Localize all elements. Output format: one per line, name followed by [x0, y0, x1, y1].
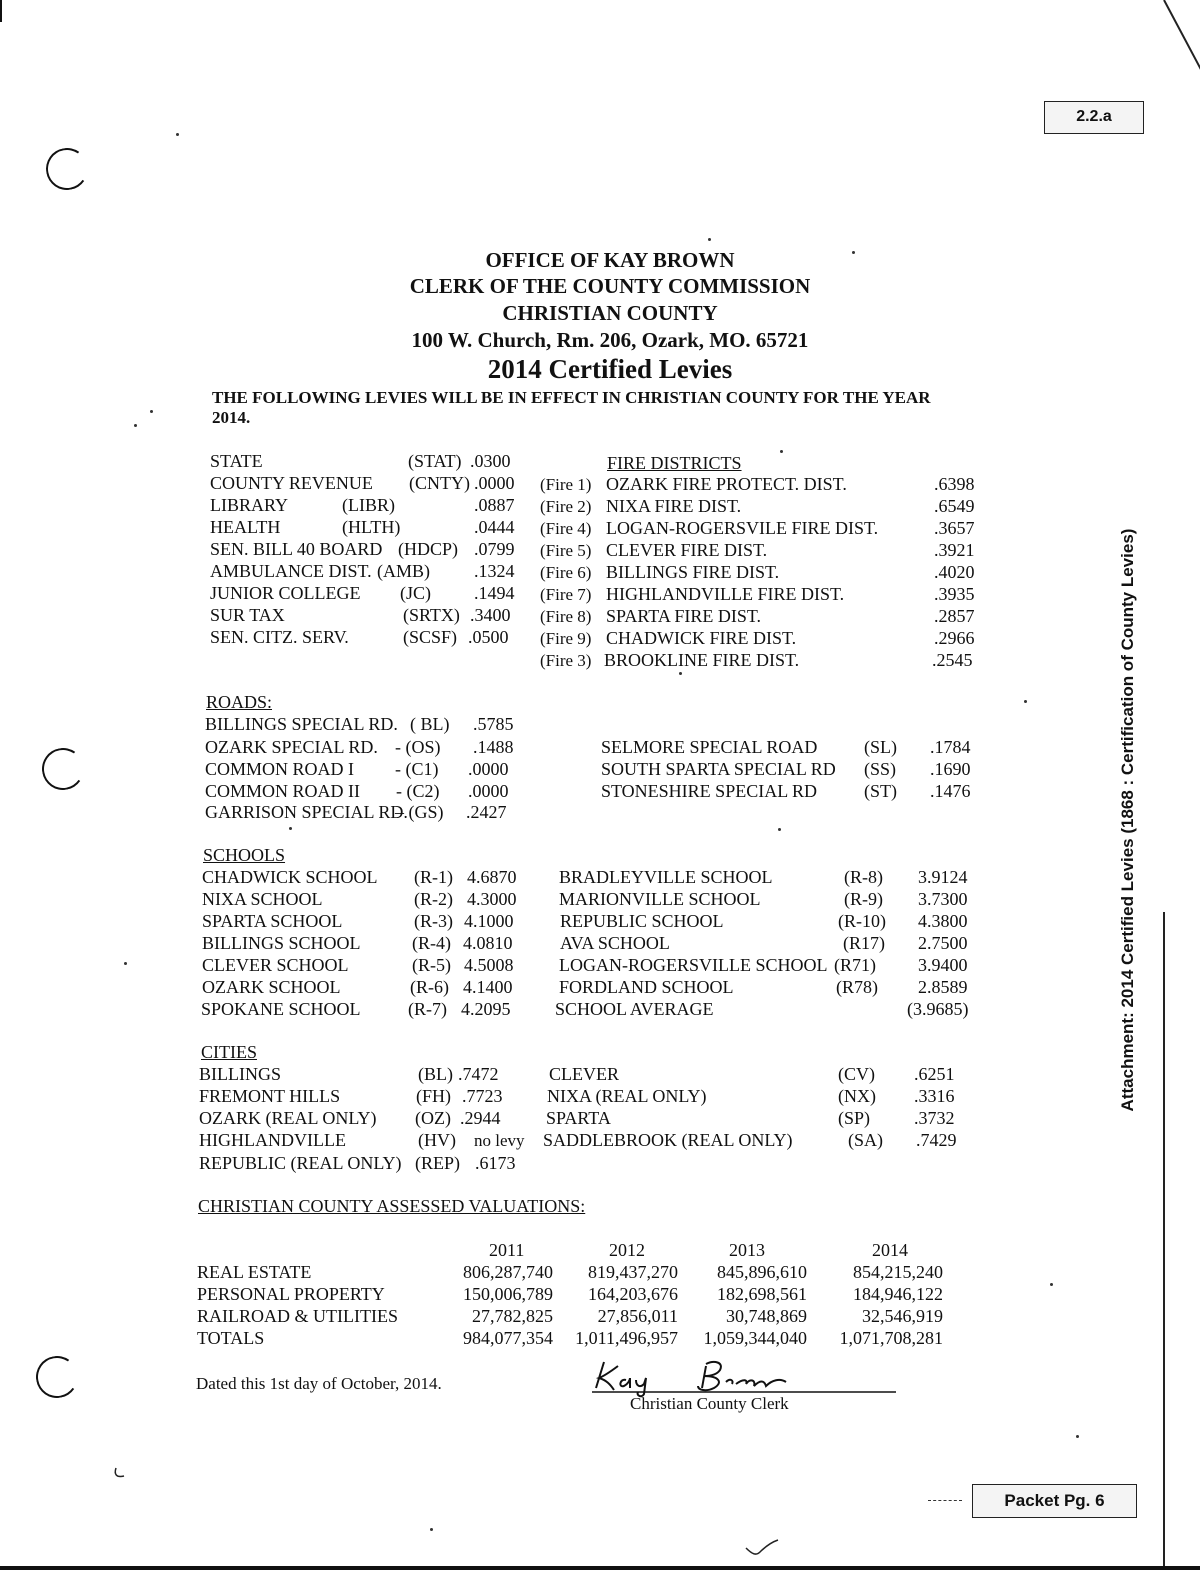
road-name: COMMON ROAD II	[205, 781, 361, 801]
school-name: BRADLEYVILLE SCHOOL	[559, 867, 773, 887]
scan-mark	[112, 1466, 128, 1482]
scan-edge-line	[1163, 0, 1200, 80]
fire-name: BILLINGS FIRE DIST.	[606, 562, 780, 582]
valuation-label: RAILROAD & UTILITIES	[197, 1306, 398, 1326]
page-title: 2014 Certified Levies	[487, 354, 733, 384]
levy-name: HEALTH	[210, 517, 281, 537]
school-rate: 4.3000	[467, 889, 517, 909]
fire-name: CHADWICK FIRE DIST.	[606, 628, 797, 648]
levy-code: (CNTY)	[409, 473, 470, 493]
road-code: ( BL)	[410, 714, 450, 734]
city-rate: .7429	[916, 1130, 957, 1150]
binder-hole-top	[43, 145, 92, 194]
road-name: SOUTH SPARTA SPECIAL RD	[601, 759, 836, 779]
school-name: REPUBLIC SCHOOL	[560, 911, 724, 931]
year-header: 2013	[729, 1240, 765, 1260]
levy-code: (SRTX)	[403, 605, 460, 625]
levy-name: JUNIOR COLLEGE	[210, 583, 361, 603]
city-rate: .3732	[914, 1108, 955, 1128]
road-code: - (C1)	[395, 759, 439, 779]
intro-year: 2014.	[212, 408, 251, 427]
scan-edge-line	[0, 0, 2, 22]
city-rate: .6251	[914, 1064, 955, 1084]
city-rate: .3316	[914, 1086, 955, 1106]
city-rate: .6173	[475, 1153, 516, 1173]
school-code: (R-3)	[414, 911, 453, 931]
scan-speck	[780, 450, 783, 453]
fire-code: (Fire 8)	[540, 607, 592, 626]
city-rate: .7723	[462, 1086, 503, 1106]
fire-rate: .3657	[934, 518, 975, 538]
levy-rate: .0887	[474, 495, 515, 515]
levy-rate: .0799	[474, 539, 515, 559]
levy-code: (AMB)	[377, 561, 430, 581]
school-code: (R-6)	[410, 977, 449, 997]
valuation-total: 1,011,496,957	[575, 1328, 678, 1348]
office-name: OFFICE OF KAY BROWN	[485, 248, 735, 272]
school-code: (R17)	[843, 933, 885, 953]
city-name: BILLINGS	[199, 1064, 281, 1084]
scan-speck	[1076, 1435, 1079, 1438]
road-name: COMMON ROAD I	[205, 759, 355, 779]
school-name: FORDLAND SCHOOL	[559, 977, 734, 997]
school-code: (R-1)	[414, 867, 453, 887]
city-code: (FH)	[416, 1086, 451, 1106]
school-code: (R-9)	[844, 889, 883, 909]
city-name: CLEVER	[549, 1064, 619, 1084]
levy-rate: .0300	[470, 451, 511, 471]
valuation-label: PERSONAL PROPERTY	[197, 1284, 385, 1304]
fire-rate: .2966	[934, 628, 975, 648]
school-code: (R78)	[836, 977, 878, 997]
cities-heading: CITIES	[201, 1042, 257, 1062]
attachment-side-label: Attachment: 2014 Certified Levies (1868 : Certification of County Levies)	[1118, 528, 1137, 1112]
valuation-value: 164,203,676	[588, 1284, 678, 1304]
fire-rate: .3935	[934, 584, 975, 604]
school-name: OZARK SCHOOL	[202, 977, 341, 997]
fire-code: (Fire 4)	[540, 519, 592, 538]
road-code: (ST)	[864, 781, 897, 801]
city-name: SADDLEBROOK (REAL ONLY)	[543, 1130, 793, 1150]
roads-heading: ROADS:	[206, 692, 273, 712]
city-rate: no levy	[474, 1131, 525, 1150]
binder-hole-middle	[39, 745, 88, 794]
road-rate: .5785	[473, 714, 514, 734]
page-stamp-top: 2.2.a	[1044, 101, 1144, 134]
valuation-total: 1,059,344,040	[703, 1328, 807, 1348]
road-rate: .1476	[930, 781, 971, 801]
road-rate: .1690	[930, 759, 971, 779]
dashed-leader	[928, 1500, 962, 1501]
levy-code: (LIBR)	[342, 495, 395, 515]
school-code: (R-7)	[408, 999, 447, 1019]
city-code: (CV)	[838, 1064, 875, 1084]
levy-name: SEN. CITZ. SERV.	[210, 627, 349, 647]
school-name: CLEVER SCHOOL	[202, 955, 349, 975]
valuation-value: 854,215,240	[853, 1262, 943, 1282]
school-rate: 4.2095	[461, 999, 511, 1019]
valuation-value: 845,896,610	[717, 1262, 807, 1282]
levy-code: (SCSF)	[403, 627, 458, 647]
road-rate: .0000	[468, 781, 509, 801]
page-stamp-bottom: Packet Pg. 6	[972, 1484, 1137, 1518]
road-code: - (C2)	[396, 781, 440, 801]
school-rate: 3.7300	[918, 889, 968, 909]
city-name: FREMONT HILLS	[199, 1086, 341, 1106]
city-name: OZARK (REAL ONLY)	[199, 1108, 377, 1128]
scan-speck	[708, 238, 711, 241]
school-name: NIXA SCHOOL	[202, 889, 323, 909]
school-average-label: SCHOOL AVERAGE	[555, 999, 714, 1019]
city-rate: .7472	[458, 1064, 499, 1084]
city-name: NIXA (REAL ONLY)	[547, 1086, 707, 1106]
road-code: (SL)	[864, 737, 897, 757]
school-rate: 2.8589	[918, 977, 968, 997]
school-name: SPARTA SCHOOL	[202, 911, 343, 931]
fire-rate: .4020	[934, 562, 975, 582]
school-name: BILLINGS SCHOOL	[202, 933, 361, 953]
school-code: (R-8)	[844, 867, 883, 887]
levy-name: LIBRARY	[210, 495, 289, 515]
year-header: 2012	[609, 1240, 645, 1260]
scan-speck	[1024, 700, 1027, 703]
valuation-value: 32,546,919	[862, 1306, 943, 1326]
road-code: (SS)	[864, 759, 897, 779]
scan-speck	[289, 827, 292, 830]
school-name: LOGAN-ROGERSVILLE SCHOOL	[559, 955, 828, 975]
scan-speck	[134, 424, 137, 427]
valuations-heading: CHRISTIAN COUNTY ASSESSED VALUATIONS:	[198, 1196, 586, 1216]
road-name: GARRISON SPECIAL RD.	[205, 802, 408, 822]
city-name: REPUBLIC (REAL ONLY)	[199, 1153, 402, 1173]
city-rate: .2944	[460, 1108, 501, 1128]
city-code: (SA)	[848, 1130, 883, 1150]
levy-name: STATE	[210, 451, 263, 471]
levy-name: AMBULANCE DIST.	[210, 561, 372, 581]
city-code: (BL)	[418, 1064, 453, 1084]
fire-name: OZARK FIRE PROTECT. DIST.	[606, 474, 847, 494]
year-header: 2011	[489, 1240, 525, 1260]
fire-code: (Fire 5)	[540, 541, 592, 560]
city-code: (REP)	[415, 1153, 460, 1173]
school-name: AVA SCHOOL	[560, 933, 670, 953]
valuation-value: 184,946,122	[853, 1284, 943, 1304]
levy-code: (STAT)	[408, 451, 462, 471]
intro-text: THE FOLLOWING LEVIES WILL BE IN EFFECT IN CHRISTIAN COUNTY FOR THE YEAR	[212, 388, 931, 407]
road-rate: .1488	[473, 737, 514, 757]
school-code: (R-10)	[838, 911, 886, 931]
fire-districts-heading: FIRE DISTRICTS	[607, 453, 742, 473]
dated-line: Dated this 1st day of October, 2014.	[196, 1374, 442, 1393]
city-code: (NX)	[838, 1086, 876, 1106]
valuation-value: 30,748,869	[726, 1306, 807, 1326]
school-name: CHADWICK SCHOOL	[202, 867, 378, 887]
levy-code: (HLTH)	[342, 517, 401, 537]
road-rate: .1784	[930, 737, 971, 757]
fire-rate: .2857	[934, 606, 975, 626]
school-rate: 4.5008	[464, 955, 514, 975]
levy-rate: .1494	[474, 583, 515, 603]
scan-edge-line	[0, 1566, 1200, 1570]
levy-name: SUR TAX	[210, 605, 285, 625]
road-code: - (OS)	[395, 737, 441, 757]
schools-heading: SCHOOLS	[203, 845, 286, 865]
fire-rate: .6398	[934, 474, 975, 494]
signature	[574, 1358, 904, 1398]
school-rate: 3.9124	[918, 867, 968, 887]
road-rate: .2427	[466, 802, 507, 822]
school-code: (R71)	[834, 955, 876, 975]
valuation-value: 150,006,789	[463, 1284, 553, 1304]
levy-code: (HDCP)	[398, 539, 459, 559]
office-address: 100 W. Church, Rm. 206, Ozark, MO. 65721	[411, 328, 809, 352]
office-title: CLERK OF THE COUNTY COMMISSION	[409, 274, 811, 298]
school-rate: 4.1400	[463, 977, 513, 997]
county-name: CHRISTIAN COUNTY	[502, 301, 718, 325]
signature-title: Christian County Clerk	[630, 1394, 789, 1413]
fire-code: (Fire 3)	[540, 651, 592, 670]
scan-speck	[679, 672, 682, 675]
fire-name: HIGHLANDVILLE FIRE DIST.	[606, 584, 845, 604]
fire-code: (Fire 1)	[540, 475, 592, 494]
school-rate: 4.6870	[467, 867, 517, 887]
valuation-value: 806,287,740	[463, 1262, 553, 1282]
fire-name: SPARTA FIRE DIST.	[606, 606, 762, 626]
scan-edge-line	[1163, 912, 1165, 1568]
levy-rate: .1324	[474, 561, 515, 581]
levy-name: SEN. BILL 40 BOARD	[210, 539, 383, 559]
valuation-total: 984,077,354	[463, 1328, 553, 1348]
fire-rate: .3921	[934, 540, 975, 560]
levy-name: COUNTY REVENUE	[210, 473, 373, 493]
fire-code: (Fire 7)	[540, 585, 592, 604]
valuation-value: 27,856,011	[597, 1306, 678, 1326]
valuation-value: 182,698,561	[717, 1284, 807, 1304]
scan-speck	[124, 962, 127, 965]
road-code: – (GS)	[395, 802, 444, 822]
scan-mark	[744, 1536, 780, 1558]
scan-speck	[852, 251, 855, 254]
city-code: (SP)	[838, 1108, 871, 1128]
fire-name: CLEVER FIRE DIST.	[606, 540, 768, 560]
valuation-total: 1,071,708,281	[839, 1328, 943, 1348]
year-header: 2014	[872, 1240, 908, 1260]
levy-rate: .0444	[474, 517, 515, 537]
school-average-value: (3.9685)	[907, 999, 969, 1019]
road-name: STONESHIRE SPECIAL RD	[601, 781, 818, 801]
school-rate: 3.9400	[918, 955, 968, 975]
levy-rate: .0500	[468, 627, 509, 647]
valuation-label: TOTALS	[197, 1328, 265, 1348]
valuation-value: 819,437,270	[588, 1262, 678, 1282]
school-code: (R-4)	[412, 933, 451, 953]
scan-speck	[150, 410, 153, 413]
school-rate: 2.7500	[918, 933, 968, 953]
scan-speck	[778, 828, 781, 831]
binder-hole-bottom	[33, 1353, 82, 1402]
school-rate: 4.0810	[463, 933, 513, 953]
school-name: SPOKANE SCHOOL	[201, 999, 361, 1019]
levy-code: (JC)	[400, 583, 431, 603]
scan-speck	[176, 133, 179, 136]
school-code: (R-5)	[412, 955, 451, 975]
city-code: (OZ)	[415, 1108, 451, 1128]
road-rate: .0000	[468, 759, 509, 779]
fire-code: (Fire 2)	[540, 497, 592, 516]
fire-rate: .6549	[934, 496, 975, 516]
fire-code: (Fire 9)	[540, 629, 592, 648]
school-rate: 4.1000	[464, 911, 514, 931]
school-name: MARIONVILLE SCHOOL	[559, 889, 761, 909]
fire-name: NIXA FIRE DIST.	[606, 496, 742, 516]
levy-rate: .0000	[474, 473, 515, 493]
valuation-value: 27,782,825	[472, 1306, 553, 1326]
school-code: (R-2)	[414, 889, 453, 909]
fire-name: LOGAN-ROGERSVILE FIRE DIST.	[606, 518, 879, 538]
scan-speck	[1050, 1283, 1053, 1286]
fire-rate: .2545	[932, 650, 973, 670]
city-name: HIGHLANDVILLE	[199, 1130, 346, 1150]
scan-speck	[430, 1528, 433, 1531]
city-name: SPARTA	[546, 1108, 611, 1128]
road-name: BILLINGS SPECIAL RD.	[205, 714, 398, 734]
fire-code: (Fire 6)	[540, 563, 592, 582]
city-code: (HV)	[418, 1130, 456, 1150]
school-rate: 4.3800	[918, 911, 968, 931]
road-name: SELMORE SPECIAL ROAD	[601, 737, 818, 757]
road-name: OZARK SPECIAL RD.	[205, 737, 378, 757]
valuation-label: REAL ESTATE	[197, 1262, 312, 1282]
fire-name: BROOKLINE FIRE DIST.	[604, 650, 800, 670]
levy-rate: .3400	[470, 605, 511, 625]
